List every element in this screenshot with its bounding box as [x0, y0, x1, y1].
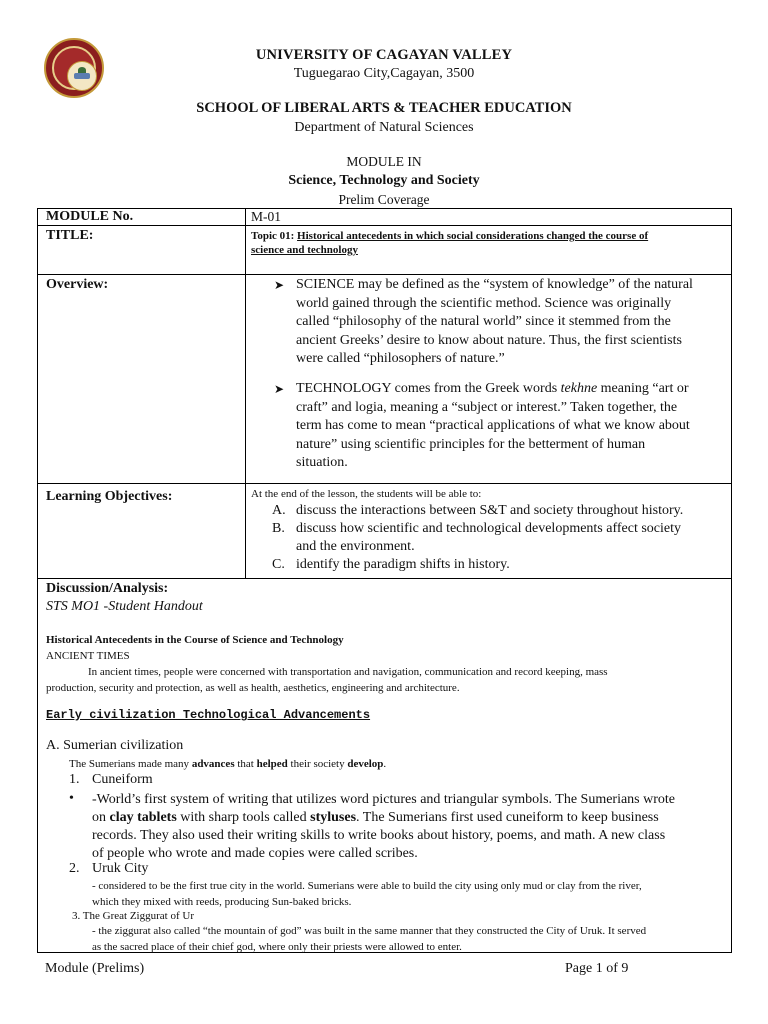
overview-line: were called “philosophers of nature.” — [296, 351, 505, 366]
coverage-label: Prelim Coverage — [338, 192, 430, 207]
column-divider — [245, 209, 246, 578]
department-name: Department of Natural Sciences — [294, 120, 474, 135]
module-no-label: MODULE No. — [46, 209, 134, 224]
row-divider — [38, 483, 731, 484]
learning-objectives-label: Learning Objectives: — [46, 489, 173, 504]
arrow-bullet-icon: ➤ — [274, 382, 285, 396]
objectives-intro: At the end of the lesson, the students will be able to: — [251, 488, 482, 500]
uruk-description: - considered to be the first true city in the world. Sumerians were able to build the city using only mud or clay from the river, which they mixed with reeds, producing Sun-baked bricks. — [92, 880, 642, 908]
row-divider — [38, 274, 731, 275]
title-line-1: Historical antecedents in which social considerations changed the course of — [297, 230, 649, 242]
cuneiform-bullet: • — [69, 791, 74, 806]
cuneiform-heading: Cuneiform — [92, 772, 153, 787]
footer-page-number: Page 1 of 9 — [565, 961, 629, 976]
overview-line: ancient Greeks’ desire to know about nature. Thus, the first scientists — [296, 332, 682, 348]
footer-module: Module (Prelims) — [45, 961, 145, 976]
overview-label: Overview: — [46, 277, 109, 292]
module-in-label: MODULE IN — [346, 154, 422, 169]
ancient-times-paragraph-end: production, security and protection, as well as health, aesthetics, engineering and architecture. — [46, 682, 460, 694]
row-divider — [38, 225, 731, 226]
overview-line: TECHNOLOGY comes from the Greek words tekhne meaning “art or — [296, 381, 689, 396]
cuneiform-number: 1. — [69, 772, 80, 787]
title-label: TITLE: — [46, 228, 94, 243]
module-table: MODULE No. M-01 TITLE: Topic 01: Historical antecedents in which social considerations changed the course of science and technology Overview: ➤ SCIENCE may be defined as the “system of knowledge” of the natural world gained through the scientific method. Science was originally called “philosophy of the natural world” since it stemmed from the ancient Greeks’ desire to know about nature. Thus, the first scientists were called “philosophers of nature.” ➤ TECHNOLOGY comes from the Greek words tekhne meaning “art or craft” and logia, meaning a “subject or interest.” Taken together, the term has come to mean “practical applications of what we know about nature” using scientific principles for the betterment of human situation. Learning Objectives: At the end of the lesson, the students will be able to: A. discuss the interactions between S&T and society throughout history. B. discuss how scientific and technological developments affect society and the environment. C. identify the paradigm shifts in history. Discussion/Analysis: STS MO1 -Student Handout Historical Antecedents in the Course of Science and Technology ANCIENT TIMES In ancient times, people were concerned with transportation and navigation, communication and record keeping, mass production, security and protection, as well as health, aesthetics, engineering and architecture. Early civilization Technological Advancements A. Sumerian civilization The Sumerians made many advances that helped their society develop. 1. Cuneiform • -World’s first system of writing that utilizes word pictures and triangular symbols. The Sumerians wrote on clay tablets with sharp tools called styluses. The Sumerians first used cuneiform to keep business records. They also used their writing skills to write books about history, poems, and math. A new class of people who wrote and made copies were called scribes. 2. Uruk City - considered to be the first true city in the world. Sumerians were able to build the city using only mud or clay from the river, which they mixed with reeds, producing Sun-baked bricks. 3. The Great Ziggurat of Ur - the ziggurat also called “the mountain of god” was built in the same manner that they constructed the City of Uruk. It served as the sacred place of their chief god, where only their priests were allowed to enter. — [37, 208, 732, 953]
university-name: UNIVERSITY OF CAGAYAN VALLEY — [255, 47, 513, 63]
school-name: SCHOOL OF LIBERAL ARTS & TEACHER EDUCATION — [196, 100, 572, 116]
historical-title: Historical Antecedents in the Course of Science and Technology — [46, 634, 344, 646]
cuneiform-description: -World’s first system of writing that utilizes word pictures and triangular symbols. The Sumerians wrote on clay tablets with sharp tools called styluses. The Sumerians first used cuneiform to keep business records. They also used their writing skills to write books about history, poems, and math. A new class of people who wrote and made copies were called scribes. — [92, 792, 676, 861]
tekhne-term: tekhne — [560, 381, 598, 396]
overview-line: term has come to mean “practical applications of what we know about — [296, 418, 690, 433]
title-line-2: science and technology — [251, 244, 358, 256]
uruk-number: 2. — [69, 861, 80, 876]
overview-line: SCIENCE may be defined as the “system of knowledge” of the natural — [296, 277, 693, 292]
ziggurat-description: - the ziggurat also called “the mountain of god” was built in the same manner that they constructed the City of Uruk. It served as the sacred place of their chief god, where only their priests were allowed to enter. — [92, 925, 647, 953]
arrow-bullet-icon: ➤ — [274, 278, 285, 292]
ancient-times-paragraph: In ancient times, people were concerned with transportation and navigation, communication and record keeping, mass — [88, 666, 608, 678]
overview-line: world gained through the scientific method. Science was originally — [296, 295, 672, 311]
overview-line: nature” using scientific principles for the betterment of human — [296, 436, 646, 452]
title-value — [251, 229, 726, 257]
sumerian-intro: The Sumerians made many advances that helped their society develop. — [69, 758, 387, 770]
overview-line: called “philosophy of the natural world” since it stemmed from the — [296, 314, 671, 329]
ancient-times-heading: ANCIENT TIMES — [46, 650, 130, 662]
overview-line: situation. — [296, 455, 348, 470]
university-city: Tuguegarao City,Cagayan, 3500 — [293, 66, 475, 81]
discussion-subtitle: STS MO1 -Student Handout — [46, 599, 203, 614]
subject-title: Science, Technology and Society — [288, 173, 480, 188]
title-prefix: Topic 01: — [251, 230, 298, 242]
uruk-heading: Uruk City — [92, 861, 149, 876]
overview-line: craft” and logia, meaning a “subject or interest.” Taken together, the — [296, 399, 678, 415]
module-no-value: M-01 — [251, 209, 281, 224]
ziggurat-heading: 3. The Great Ziggurat of Ur — [72, 910, 194, 922]
discussion-label: Discussion/Analysis: — [46, 581, 169, 596]
row-divider — [38, 578, 731, 579]
sumerian-heading: A. Sumerian civilization — [46, 738, 184, 753]
early-civilization-heading: Early civilization Technological Advancements — [46, 708, 371, 722]
